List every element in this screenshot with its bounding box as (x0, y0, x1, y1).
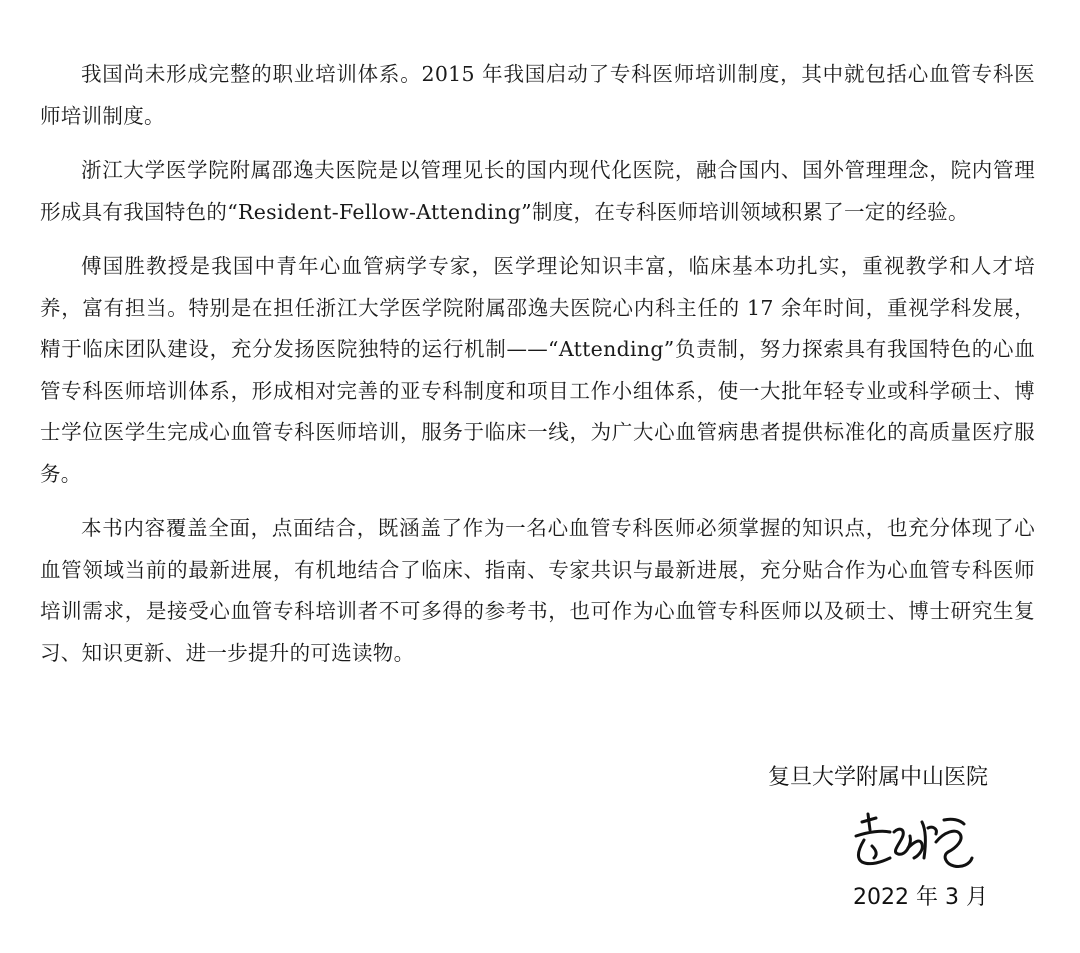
paragraph-2: 浙江大学医学院附属邵逸夫医院是以管理见长的国内现代化医院，融合国内、国外管理理念，院内管理形成具有我国特色的“Resident-Fellow-Attending”制度，在专科医师培训领域积累了一定的经验。 (40, 158, 1035, 224)
paragraph-1: 我国尚未形成完整的职业培训体系。2015 年我国启动了专科医师培训制度，其中就包括心血管专科医师培训制度。 (40, 62, 1035, 128)
date-line: 2022 年 3 月 (853, 885, 988, 910)
organization-name: 复旦大学附属中山医院 (767, 765, 988, 790)
handwritten-signature-icon (848, 808, 978, 874)
paragraph-4: 本书内容覆盖全面，点面结合，既涵盖了作为一名心血管专科医师必须掌握的知识点，也充分体现了心血管领域当前的最新进展，有机地结合了临床、指南、专家共识与最新进展，充分贴合作为心血管专科医师培训需求，是接受心血管专科培训者不可多得的参考书，也可作为心血管专科医师以及硕士、博士研究生复习、知识更新、进一步提升的可选读物。 (40, 516, 1035, 665)
paragraph-3: 傅国胜教授是我国中青年心血管病学专家，医学理论知识丰富，临床基本功扎实，重视教学和人才培养，富有担当。特别是在担任浙江大学医学院附属邵逸夫医院心内科主任的 17 余年时间，重视学科发展，精于临床团队建设，充分发扬医院独特的运行机制——“Attending”负责制，努力探索具有我国特色的心血管专科医师培训体系，形成相对完善的亚专科制度和项目工作小组体系，使一大批年轻专业或科学硕士、博士学位医学生完成心血管专科医师培训，服务于临床一线，为广大心血管病患者提供标准化的高质量医疗服务。 (40, 254, 1035, 486)
preface-body (40, 54, 1035, 687)
